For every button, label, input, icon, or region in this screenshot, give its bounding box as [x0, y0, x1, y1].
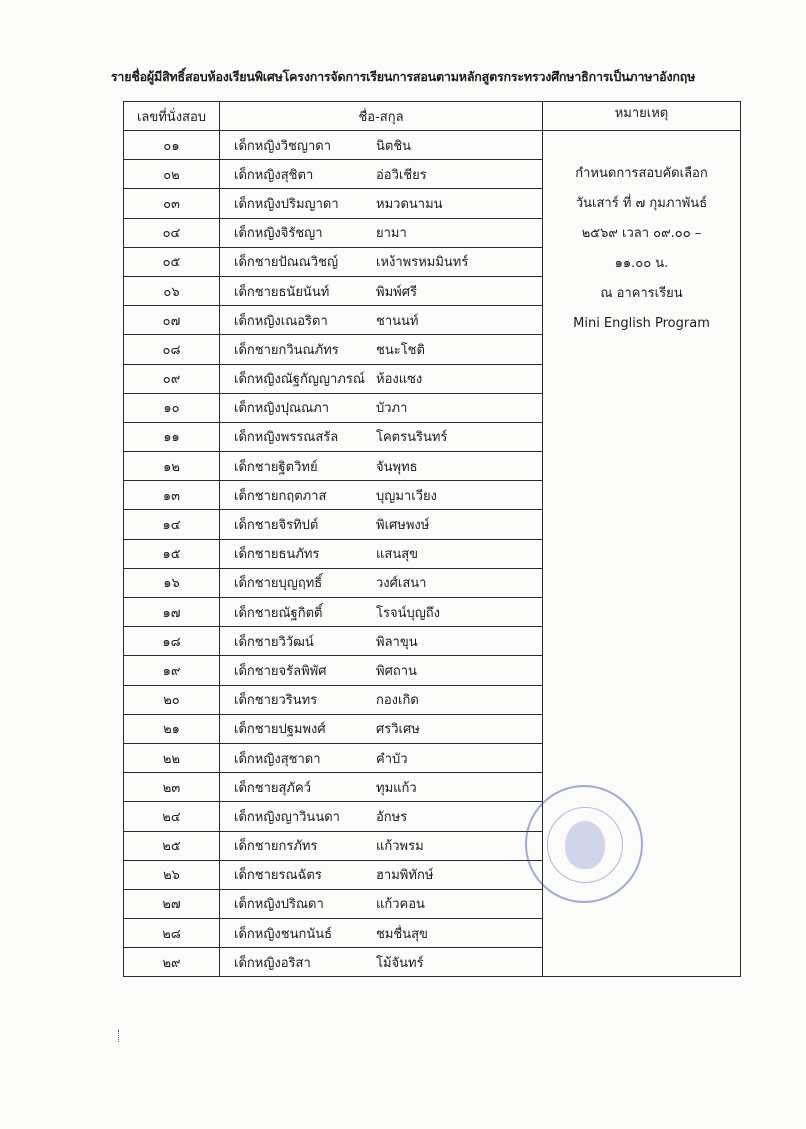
candidate-name-cell — [220, 802, 543, 831]
first-name: เด็กชายจิรทิปต์ — [234, 518, 319, 534]
last-name: โรจน์บุญถึง — [376, 605, 441, 621]
first-name: เด็กหญิงวิชญาดา — [234, 138, 331, 154]
candidate-table-wrapper — [123, 101, 739, 977]
seat-number: ๐๓ — [124, 189, 220, 218]
last-name: แสนสุข — [376, 547, 419, 563]
remark-line: ๒๕๖๙ เวลา ๐๙.๐๐ – — [581, 226, 702, 241]
seat-number: ๒๐ — [124, 685, 220, 714]
seat-number: ๑๙ — [124, 656, 220, 685]
last-name: ยามา — [376, 226, 407, 242]
seat-number: ๑๘ — [124, 627, 220, 656]
seat-number: ๒๙ — [124, 948, 220, 977]
first-name: เด็กหญิงญาวินนดา — [234, 809, 340, 825]
school-seal-stamp — [525, 785, 643, 903]
candidate-name-cell — [220, 160, 543, 189]
candidate-name-cell — [220, 481, 543, 510]
candidate-name-cell — [220, 510, 543, 539]
candidate-name-cell — [220, 831, 543, 860]
remark-line: วันเสาร์ ที่ ๗ กุมภาพันธ์ — [575, 196, 708, 211]
last-name: ฮามพิทักษ์ — [376, 868, 434, 884]
header-seat-number: เลขที่นั่งสอบ — [124, 102, 220, 131]
last-name: คำบัว — [376, 751, 408, 767]
last-name: ชานนท์ — [376, 313, 419, 329]
remark-line: ณ อาคารเรียน — [600, 286, 683, 301]
document-title: รายชื่อผู้มีสิทธิ์สอบห้องเรียนพิเศษโครงการจัดการเรียนการสอนตามหลักสูตรกระทรวงศึกษาธิการเป็นภาษาอังกฤษ — [110, 69, 696, 84]
seat-number: ๑๕ — [124, 539, 220, 568]
first-name: เด็กหญิงจิรัชญา — [234, 226, 323, 242]
seat-number: ๑๗ — [124, 598, 220, 627]
first-name: เด็กชายกรภัทร — [234, 839, 318, 855]
last-name: พิลาขุน — [376, 634, 418, 650]
first-name: เด็กหญิงพรรณสรัล — [234, 430, 339, 446]
candidate-name-cell — [220, 276, 543, 305]
last-name: พิศถาน — [376, 663, 417, 679]
seat-number: ๑๐ — [124, 393, 220, 422]
last-name: โคตรนรินทร์ — [376, 430, 448, 446]
candidate-name-cell — [220, 919, 543, 948]
candidate-name-cell — [220, 714, 543, 743]
seat-number: ๐๙ — [124, 364, 220, 393]
candidate-name-cell — [220, 889, 543, 918]
first-name: เด็กหญิงชนกนันธ์ — [234, 926, 333, 942]
seat-number: ๒๕ — [124, 831, 220, 860]
candidate-name-cell — [220, 131, 543, 160]
table-body — [124, 131, 741, 977]
first-name: เด็กหญิงณัฐกัญญาภรณ์ — [234, 372, 365, 388]
last-name: ทุมแก้ว — [376, 780, 417, 796]
first-name: เด็กหญิงเณอริตา — [234, 313, 328, 329]
last-name: แก้วพรม — [376, 839, 424, 855]
candidate-name-cell — [220, 247, 543, 276]
first-name: เด็กชายวิวัฒน์ — [234, 634, 314, 650]
candidate-name-cell — [220, 656, 543, 685]
scan-mark — [118, 1030, 122, 1042]
candidate-name-cell — [220, 743, 543, 772]
candidate-name-cell — [220, 948, 543, 977]
last-name: อักษร — [376, 809, 408, 825]
first-name: เด็กหญิงปริมญาดา — [234, 196, 339, 212]
candidate-name-cell — [220, 539, 543, 568]
seat-number: ๑๒ — [124, 452, 220, 481]
first-name: เด็กชายรณฉัตร — [234, 868, 322, 884]
seat-number: ๐๔ — [124, 218, 220, 247]
first-name: เด็กหญิงอริสา — [234, 955, 311, 971]
first-name: เด็กหญิงปริณดา — [234, 897, 324, 913]
candidate-table — [123, 101, 741, 977]
last-name: วงศ์เสนา — [376, 576, 427, 592]
seat-number: ๑๑ — [124, 422, 220, 451]
header-remarks: หมายเหตุ — [543, 102, 741, 131]
first-name: เด็กชายวรินทร — [234, 693, 318, 709]
remark-line: ๑๑.๐๐ น. — [614, 256, 669, 271]
last-name: หมวดนามน — [376, 196, 443, 212]
seat-number: ๐๑ — [124, 131, 220, 160]
candidate-name-cell — [220, 598, 543, 627]
candidate-name-cell — [220, 860, 543, 889]
candidate-name-cell — [220, 364, 543, 393]
first-name: เด็กชายบุญฤทธิ์ — [234, 576, 323, 592]
candidate-name-cell — [220, 452, 543, 481]
first-name: เด็กหญิงสุชิตา — [234, 167, 314, 183]
last-name: ศรวิเศษ — [376, 722, 420, 738]
first-name: เด็กชายจรัลพิพัศ — [234, 663, 327, 679]
candidate-name-cell — [220, 422, 543, 451]
seat-number: ๒๒ — [124, 743, 220, 772]
header-full-name: ชื่อ-สกุล — [220, 102, 543, 131]
first-name: เด็กหญิงสุชาดา — [234, 751, 321, 767]
seal-emblem-icon — [565, 821, 605, 869]
last-name: ห้องแซง — [376, 372, 423, 388]
candidate-name-cell — [220, 627, 543, 656]
first-name: เด็กชายฐิตวิทย์ — [234, 459, 318, 475]
seat-number: ๑๔ — [124, 510, 220, 539]
seat-number: ๒๘ — [124, 919, 220, 948]
first-name: เด็กชายกฤตภาส — [234, 488, 327, 504]
remark-line: Mini English Program — [573, 316, 710, 331]
candidate-name-cell — [220, 218, 543, 247]
remark-line: กำหนดการสอบคัดเลือก — [575, 166, 708, 181]
seat-number: ๑๖ — [124, 568, 220, 597]
seat-number: ๐๘ — [124, 335, 220, 364]
first-name: เด็กชายกวินณภัทร — [234, 342, 339, 358]
last-name: ชนะโชติ — [376, 342, 425, 358]
first-name: เด็กชายปฐมพงศ์ — [234, 722, 326, 738]
last-name: ชมชื่นสุข — [376, 926, 428, 942]
last-name: จันพุทธ — [376, 459, 418, 475]
seat-number: ๐๒ — [124, 160, 220, 189]
last-name: เหง้าพรหมมินทร์ — [376, 255, 469, 271]
seat-number: ๒๗ — [124, 889, 220, 918]
first-name: เด็กชายธนภัทร — [234, 547, 320, 563]
seat-number: ๐๖ — [124, 276, 220, 305]
table-header-row — [124, 102, 741, 131]
first-name: เด็กชายปัณณวิชญ์ — [234, 255, 339, 271]
seat-number: ๐๕ — [124, 247, 220, 276]
last-name: บัวภา — [376, 401, 408, 417]
last-name: กองเกิด — [376, 693, 419, 709]
last-name: นิตชิน — [376, 138, 412, 154]
candidate-name-cell — [220, 189, 543, 218]
seat-number: ๒๓ — [124, 773, 220, 802]
candidate-name-cell — [220, 335, 543, 364]
seat-number: ๐๗ — [124, 306, 220, 335]
candidate-name-cell — [220, 568, 543, 597]
seat-number: ๒๑ — [124, 714, 220, 743]
seat-number: ๒๖ — [124, 860, 220, 889]
candidate-name-cell — [220, 685, 543, 714]
last-name: บุญมาเวียง — [376, 488, 437, 504]
first-name: เด็กชายธนัยนันท์ — [234, 284, 330, 300]
last-name: อ่อวิเชียร — [376, 167, 427, 183]
first-name: เด็กชายณัฐกิตติ์ — [234, 605, 323, 621]
candidate-name-cell — [220, 393, 543, 422]
seat-number: ๒๔ — [124, 802, 220, 831]
seat-number: ๑๓ — [124, 481, 220, 510]
candidate-name-cell — [220, 773, 543, 802]
last-name: โม้จันทร์ — [376, 955, 424, 971]
last-name: แก้วคอน — [376, 897, 425, 913]
first-name: เด็กหญิงปุณณภา — [234, 401, 329, 417]
last-name: พิเศษพงษ์ — [376, 518, 430, 534]
candidate-name-cell — [220, 306, 543, 335]
first-name: เด็กชายสุภัคว์ — [234, 780, 311, 796]
table-row — [124, 131, 741, 160]
last-name: พิมพ์ศรี — [376, 284, 417, 300]
